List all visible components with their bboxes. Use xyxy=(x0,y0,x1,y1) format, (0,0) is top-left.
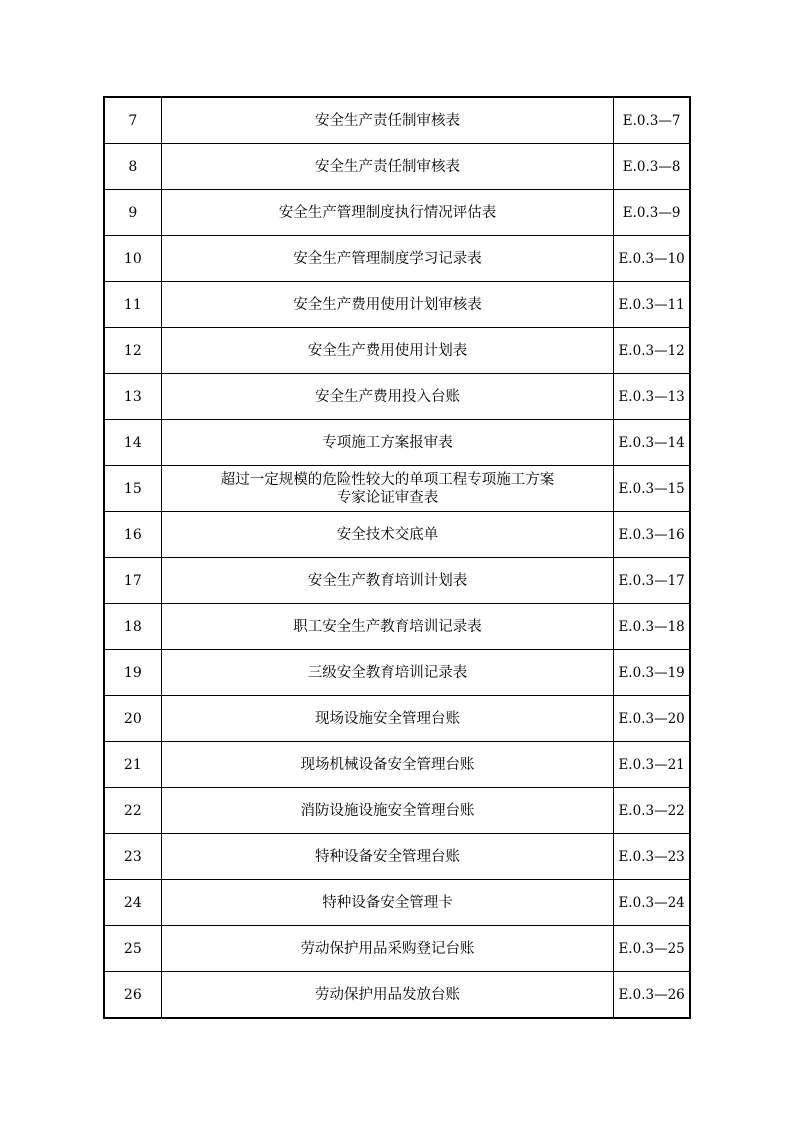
form-title: 安全技术交底单 xyxy=(336,526,439,543)
form-title: 安全生产责任制审核表 xyxy=(314,112,460,129)
form-title-cell xyxy=(161,512,614,558)
row-number: 14 xyxy=(104,420,161,466)
form-code: E.0.3—23 xyxy=(614,834,690,880)
form-code: E.0.3—15 xyxy=(614,466,690,512)
table-row xyxy=(104,604,690,650)
table-row xyxy=(104,880,690,926)
form-title: 安全生产费用使用计划审核表 xyxy=(293,296,482,313)
row-number: 19 xyxy=(104,650,161,696)
form-code: E.0.3—13 xyxy=(614,374,690,420)
form-code: E.0.3—9 xyxy=(614,190,690,236)
form-title: 三级安全教育培训记录表 xyxy=(307,664,468,681)
form-code: E.0.3—16 xyxy=(614,512,690,558)
table-row xyxy=(104,788,690,834)
table-row xyxy=(104,972,690,1019)
form-title-cell xyxy=(161,558,614,604)
row-number: 20 xyxy=(104,696,161,742)
form-code: E.0.3—11 xyxy=(614,282,690,328)
form-title: 安全生产管理制度学习记录表 xyxy=(293,250,482,267)
form-title-cell xyxy=(161,834,614,880)
row-number: 10 xyxy=(104,236,161,282)
row-number: 25 xyxy=(104,926,161,972)
table-row xyxy=(104,742,690,788)
form-title: 专家论证审查表 xyxy=(336,489,439,506)
row-number: 11 xyxy=(104,282,161,328)
form-title: 现场设施安全管理台账 xyxy=(314,710,460,727)
form-code: E.0.3—20 xyxy=(614,696,690,742)
form-title: 超过一定规模的危险性较大的单项工程专项施工方案 xyxy=(220,471,555,488)
form-index-table xyxy=(103,96,691,1019)
form-title-cell xyxy=(161,466,614,512)
form-title-cell xyxy=(161,788,614,834)
row-number: 21 xyxy=(104,742,161,788)
table-row xyxy=(104,512,690,558)
form-title-cell xyxy=(161,420,614,466)
form-title-cell xyxy=(161,604,614,650)
form-code: E.0.3—24 xyxy=(614,880,690,926)
table-row xyxy=(104,558,690,604)
form-code: E.0.3—10 xyxy=(614,236,690,282)
form-title-cell xyxy=(161,144,614,190)
form-code: E.0.3—14 xyxy=(614,420,690,466)
form-title-cell xyxy=(161,926,614,972)
form-code: E.0.3—26 xyxy=(614,972,690,1019)
form-title-cell xyxy=(161,190,614,236)
table-row xyxy=(104,696,690,742)
form-title: 现场机械设备安全管理台账 xyxy=(300,756,475,773)
form-title: 特种设备安全管理卡 xyxy=(322,894,453,911)
table-row xyxy=(104,926,690,972)
form-code: E.0.3—17 xyxy=(614,558,690,604)
form-title: 劳动保护用品采购登记台账 xyxy=(300,940,475,957)
form-title-cell xyxy=(161,236,614,282)
form-title: 安全生产费用使用计划表 xyxy=(307,342,468,359)
row-number: 8 xyxy=(104,144,161,190)
table-row xyxy=(104,650,690,696)
form-code: E.0.3—8 xyxy=(614,144,690,190)
row-number: 16 xyxy=(104,512,161,558)
form-code: E.0.3—22 xyxy=(614,788,690,834)
row-number: 26 xyxy=(104,972,161,1019)
row-number: 13 xyxy=(104,374,161,420)
form-title: 安全生产管理制度执行情况评估表 xyxy=(278,204,497,221)
row-number: 9 xyxy=(104,190,161,236)
row-number: 12 xyxy=(104,328,161,374)
form-code: E.0.3—25 xyxy=(614,926,690,972)
form-title-cell xyxy=(161,328,614,374)
form-title: 特种设备安全管理台账 xyxy=(314,848,460,865)
form-title: 职工安全生产教育培训记录表 xyxy=(293,618,482,635)
row-number: 7 xyxy=(104,97,161,144)
table-row xyxy=(104,420,690,466)
form-title: 安全生产责任制审核表 xyxy=(314,158,460,175)
form-title-cell xyxy=(161,650,614,696)
form-title-cell xyxy=(161,374,614,420)
form-title-cell xyxy=(161,97,614,144)
form-title: 安全生产费用投入台账 xyxy=(314,388,460,405)
table-row xyxy=(104,97,690,144)
table-row xyxy=(104,374,690,420)
form-code: E.0.3—21 xyxy=(614,742,690,788)
form-title: 安全生产教育培训计划表 xyxy=(307,572,468,589)
form-code: E.0.3—18 xyxy=(614,604,690,650)
form-title-cell xyxy=(161,282,614,328)
form-code: E.0.3—7 xyxy=(614,97,690,144)
table-row xyxy=(104,834,690,880)
row-number: 17 xyxy=(104,558,161,604)
table-row xyxy=(104,282,690,328)
form-title-cell xyxy=(161,972,614,1019)
table-row xyxy=(104,466,690,512)
form-title-cell xyxy=(161,742,614,788)
row-number: 15 xyxy=(104,466,161,512)
table-row xyxy=(104,190,690,236)
form-title: 专项施工方案报审表 xyxy=(322,434,453,451)
form-title-cell xyxy=(161,880,614,926)
row-number: 18 xyxy=(104,604,161,650)
row-number: 22 xyxy=(104,788,161,834)
form-title: 劳动保护用品发放台账 xyxy=(314,986,460,1003)
form-code: E.0.3—12 xyxy=(614,328,690,374)
form-title: 消防设施设施安全管理台账 xyxy=(300,802,475,819)
form-code: E.0.3—19 xyxy=(614,650,690,696)
table-row xyxy=(104,328,690,374)
form-index-table-body xyxy=(104,97,690,1018)
table-row xyxy=(104,144,690,190)
row-number: 24 xyxy=(104,880,161,926)
table-row xyxy=(104,236,690,282)
form-title-cell xyxy=(161,696,614,742)
row-number: 23 xyxy=(104,834,161,880)
